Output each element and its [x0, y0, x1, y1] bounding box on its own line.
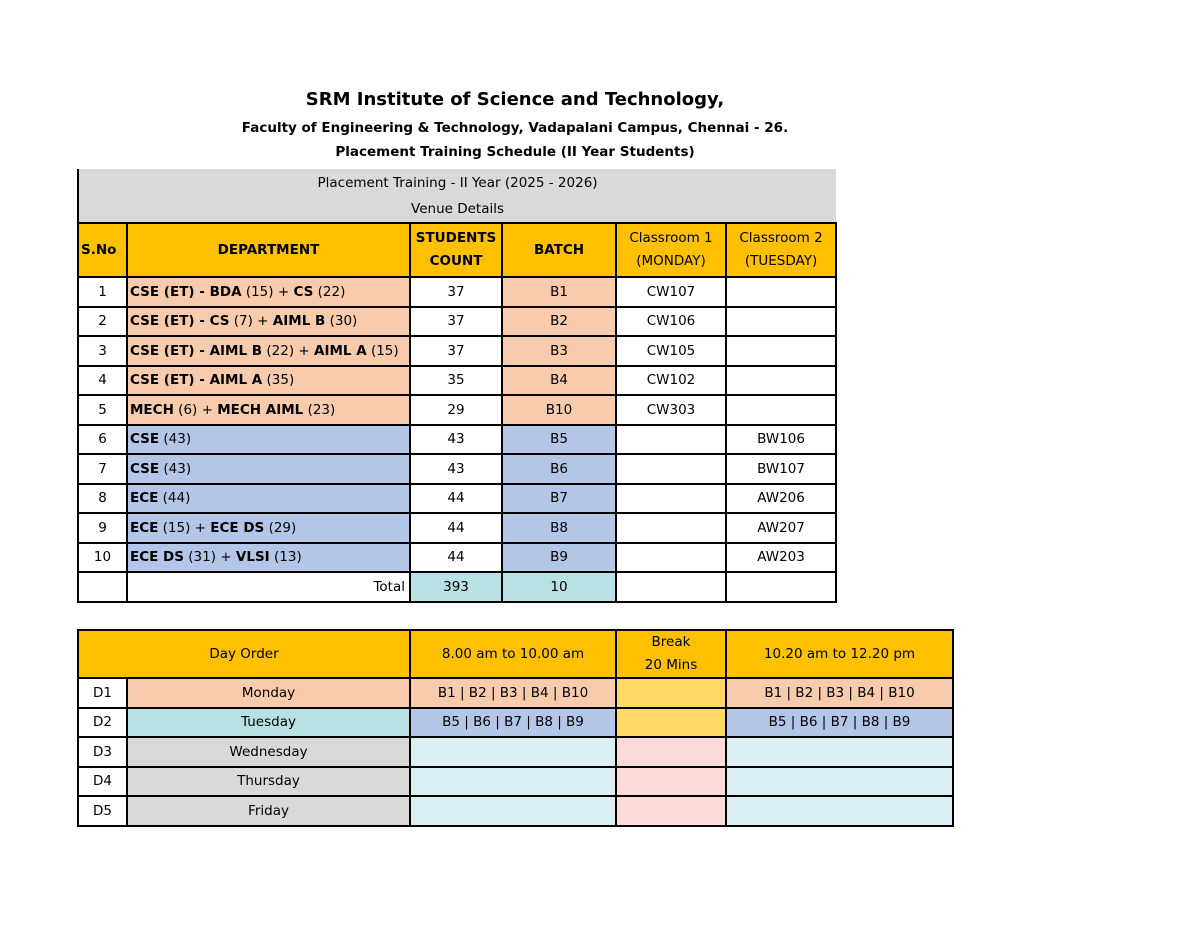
classroom1-cell [616, 513, 726, 543]
classroom1-cell: CW105 [616, 336, 726, 366]
classroom1-cell [616, 484, 726, 514]
day-code-cell: D5 [78, 796, 127, 826]
total-count: 393 [410, 572, 502, 602]
students-count-cell: 44 [410, 543, 502, 573]
slot1-cell: B1 | B2 | B3 | B4 | B10 [410, 678, 616, 708]
institute-title: SRM Institute of Science and Technology, [305, 89, 725, 110]
schedule-title: Placement Training Schedule (II Year Students) [335, 144, 695, 160]
table-row [78, 366, 836, 396]
slot2-cell [726, 767, 953, 797]
department-cell: CSE (ET) - CS (7) + AIML B (30) [127, 307, 410, 337]
slot2-cell [726, 737, 953, 767]
department-cell: ECE (15) + ECE DS (29) [127, 513, 410, 543]
slot1-cell [410, 796, 616, 826]
table-row [78, 425, 836, 455]
break-cell [616, 796, 726, 826]
sno-cell: 2 [78, 307, 127, 337]
batch-cell: B5 [502, 425, 616, 455]
day-code-cell: D4 [78, 767, 127, 797]
table-row [78, 277, 836, 307]
students-count-cell: 37 [410, 336, 502, 366]
col-header-batch: BATCH [502, 223, 616, 277]
schedule-row [78, 708, 953, 738]
col-header-break: Break 20 Mins [616, 630, 726, 678]
students-count-cell: 43 [410, 454, 502, 484]
students-count-cell: 44 [410, 484, 502, 514]
classroom2-cell: BW106 [726, 425, 836, 455]
day-code-cell: D3 [78, 737, 127, 767]
day-name-cell: Tuesday [127, 708, 410, 738]
batch-cell: B8 [502, 513, 616, 543]
faculty-subtitle: Faculty of Engineering & Technology, Vadapalani Campus, Chennai - 26. [241, 120, 789, 136]
schedule-row [78, 796, 953, 826]
batch-cell: B3 [502, 336, 616, 366]
batch-cell: B10 [502, 395, 616, 425]
batch-cell: B4 [502, 366, 616, 396]
table-row [78, 513, 836, 543]
table-row [78, 395, 836, 425]
day-name-cell: Thursday [127, 767, 410, 797]
slot2-cell: B5 | B6 | B7 | B8 | B9 [726, 708, 953, 738]
batch-cell: B6 [502, 454, 616, 484]
day-name-cell: Wednesday [127, 737, 410, 767]
students-count-cell: 35 [410, 366, 502, 396]
sno-cell: 1 [78, 277, 127, 307]
break-cell [616, 678, 726, 708]
total-batches: 10 [502, 572, 616, 602]
classroom1-cell: CW107 [616, 277, 726, 307]
classroom1-cell: CW303 [616, 395, 726, 425]
col-header-slot1: 8.00 am to 10.00 am [410, 630, 616, 678]
students-count-cell: 44 [410, 513, 502, 543]
sno-cell: 5 [78, 395, 127, 425]
department-cell: CSE (ET) - AIML B (22) + AIML A (15) [127, 336, 410, 366]
slot2-cell: B1 | B2 | B3 | B4 | B10 [726, 678, 953, 708]
table-row [78, 307, 836, 337]
sno-cell: 7 [78, 454, 127, 484]
department-cell: CSE (43) [127, 425, 410, 455]
classroom1-cell [616, 425, 726, 455]
classroom1-cell [616, 454, 726, 484]
schedule-row [78, 737, 953, 767]
slot1-cell [410, 767, 616, 797]
col-header-slot2: 10.20 am to 12.20 pm [726, 630, 953, 678]
department-cell: ECE (44) [127, 484, 410, 514]
classroom2-cell: AW203 [726, 543, 836, 573]
classroom2-cell [726, 277, 836, 307]
batch-cell: B7 [502, 484, 616, 514]
classroom2-cell: AW206 [726, 484, 836, 514]
day-code-cell: D1 [78, 678, 127, 708]
break-cell [616, 737, 726, 767]
sno-cell: 4 [78, 366, 127, 396]
day-name-cell: Monday [127, 678, 410, 708]
department-cell: CSE (ET) - AIML A (35) [127, 366, 410, 396]
classroom2-cell: AW207 [726, 513, 836, 543]
total-row [78, 572, 836, 602]
department-cell: ECE DS (31) + VLSI (13) [127, 543, 410, 573]
students-count-cell: 29 [410, 395, 502, 425]
table-row [78, 454, 836, 484]
slot2-cell [726, 796, 953, 826]
col-header-day-order: Day Order [78, 630, 410, 678]
batch-cell: B1 [502, 277, 616, 307]
classroom1-cell: CW102 [616, 366, 726, 396]
classroom2-cell [726, 307, 836, 337]
students-count-cell: 37 [410, 307, 502, 337]
table-row [78, 484, 836, 514]
sno-cell: 10 [78, 543, 127, 573]
schedule-row [78, 767, 953, 797]
slot1-cell [410, 737, 616, 767]
col-header-classroom1: Classroom 1 (MONDAY) [616, 223, 726, 277]
students-count-cell: 43 [410, 425, 502, 455]
classroom1-cell: CW106 [616, 307, 726, 337]
department-cell: CSE (43) [127, 454, 410, 484]
students-count-cell: 37 [410, 277, 502, 307]
sno-cell: 8 [78, 484, 127, 514]
classroom2-cell [726, 336, 836, 366]
venue-details-table [77, 169, 837, 603]
sno-cell: 3 [78, 336, 127, 366]
col-header-sno: S.No [78, 223, 127, 277]
batch-cell: B9 [502, 543, 616, 573]
classroom1-cell [616, 543, 726, 573]
table-row [78, 543, 836, 573]
break-cell [616, 767, 726, 797]
break-cell [616, 708, 726, 738]
classroom2-cell [726, 395, 836, 425]
classroom2-cell [726, 366, 836, 396]
batch-cell: B2 [502, 307, 616, 337]
classroom2-cell: BW107 [726, 454, 836, 484]
venue-banner-line1: Placement Training - II Year (2025 - 2026) [78, 169, 836, 196]
sno-cell: 6 [78, 425, 127, 455]
day-name-cell: Friday [127, 796, 410, 826]
venue-banner-line2: Venue Details [78, 196, 836, 223]
sno-cell: 9 [78, 513, 127, 543]
col-header-classroom2: Classroom 2 (TUESDAY) [726, 223, 836, 277]
total-label: Total [127, 572, 410, 602]
department-cell: CSE (ET) - BDA (15) + CS (22) [127, 277, 410, 307]
department-cell: MECH (6) + MECH AIML (23) [127, 395, 410, 425]
day-code-cell: D2 [78, 708, 127, 738]
col-header-students-count: STUDENTS COUNT [410, 223, 502, 277]
schedule-header-row [78, 630, 953, 678]
venue-header-row [78, 223, 836, 277]
day-order-schedule-table [77, 629, 954, 827]
table-row [78, 336, 836, 366]
col-header-department: DEPARTMENT [127, 223, 410, 277]
slot1-cell: B5 | B6 | B7 | B8 | B9 [410, 708, 616, 738]
schedule-row [78, 678, 953, 708]
